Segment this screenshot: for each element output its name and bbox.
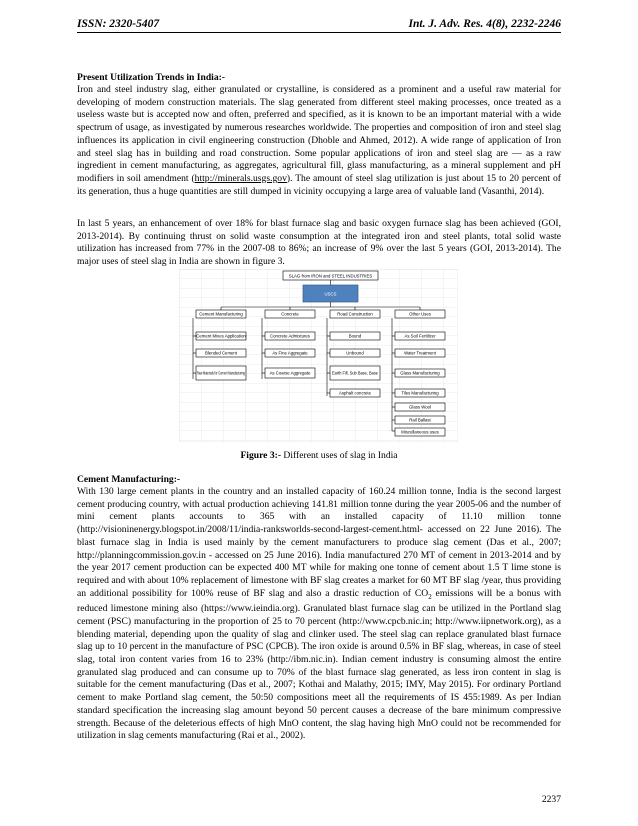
raw-materials-for-cement: Raw Materials for Cement Manufacturing <box>197 370 246 376</box>
asphalt-concrete: Asphalt concrete <box>338 390 372 396</box>
caption-label: Figure 3:- <box>240 450 282 461</box>
glass-manufacturing: Glass Manufacturing <box>400 370 440 376</box>
as-soil-fertilizer: As Soil Fertilizer <box>404 333 436 339</box>
figure-3-diagram <box>179 269 458 442</box>
tiles-manufacturing: Tiles Manufacturing <box>401 390 439 396</box>
diagram-title: SLAG from IRON and STEEL INDUSTRIES <box>288 273 373 279</box>
water-treatment: Water Treatment <box>404 350 436 356</box>
category-cement-manufacturing: Cement Manufacturing <box>199 311 243 317</box>
journal-citation: Int. J. Adv. Res. 4(8), 2232-2246 <box>408 18 561 30</box>
concrete-admixtures: Concrete Admixtures <box>270 333 310 339</box>
glass-wool: Glass Wool <box>409 404 431 410</box>
category-road-construction: Road Construction <box>337 311 373 317</box>
root-node-label: USCS <box>324 291 337 297</box>
rail-ballast: Rail Ballast <box>409 417 431 423</box>
as-coarse-aggregate: As Coarse Aggregate <box>269 370 311 376</box>
category-concrete: Concrete <box>281 311 299 317</box>
road-bound: Bound <box>348 333 362 339</box>
earth-fill-sub-base: Earth Fill, Sub Base, Base <box>332 370 379 376</box>
miscellaneous-uses: Miscellaneous uses <box>401 429 439 435</box>
category-other-uses: Other Uses <box>409 311 431 317</box>
section-heading-present-utilization: Present Utilization Trends in India:- <box>77 72 226 83</box>
section-heading-cement-manufacturing: Cement Manufacturing:- <box>77 474 181 485</box>
as-fine-aggregate: As Fine Aggregate <box>272 350 308 356</box>
figure-caption <box>77 450 561 461</box>
paragraph-3: With 130 large cement plants in the country and an installed capacity of 160.24 million tonne, India is the second largest cement producing country, with actual production achieving 141.81 million tonne during the year 2005-06 and the number of mini cement plants accounts to 365 with an installed capacity of 11.10 million tonne (http://visioninenergy.blogspot.in/2008/11/india-ranksworlds-second-largest-cement.html- accessed on 22 June 2016). The blast furnace slag in India is used mainly by the cement manufacturers to produce slag cement (Das et al., 2007; http://planningcommission.gov.in - accessed on 25 June 2016). India manufactured 270 MT of cement in 2013-2014 and by the year 2017 cement production can be expected 400 MT while for making one tonne of cement about 1.5 T lime stone is required and with about 10% replacement of limestone with BF slag creates a market for 60 MT BF slag /year, thus providing an additional possibility for 100% reuse of BF slag and also a drastic reduction of $CO_2$ emissions will be a bonus with reduced limestone mining also (https://www.ieindia.org). Granulated blast furnace slag can be utilized in the Portland slag cement (PSC) manufacturing in the proportion of 25 to 70 percent (http://www.cpcb.nic.in; http://www.iipnetwork.org), as a blending material, depending upon the quality of slag and clinker used. The steel slag can replace granulated blast furnace slag up to 10 percent in the manufacture of PSC (CPCB). The iron oxide is around 0.5% in BF slag, whereas, in case of steel slag, total iron content varies from 16 to 23% (http://ibm.nic.in). Indian cement industry is consuming almost the entire granulated slag produced and can consume up to 70% of the blast furnace slag generated, as less iron content in slag is suitable for the cement manufacturing (Das et al., 2007; Kothai and Malathy, 2015; IMY, May 2015). For ordinary Portland cement to make Portland slag cement, the 50:50 compositions meet all the requirements of IS 455:1989. As per Indian standard specification the increasing slag amount beyond 50 percent causes a decrease of the bare minimum compressive strength. Because of the deleterious effects of high MnO content, the slag having high MnO could not be recommended for utilization in slag cements manufacturing (Rai et al., 2002). <box>77 486 561 742</box>
usgs-link[interactable]: http://minerals.usgs.gov <box>194 172 287 184</box>
paragraph-1: Iron and steel industry slag, either granulated or crystalline, is considered as a prominent and a useful raw material for developing of modern construction materials. The slag generated from different steel making processes, once treated as a useless waste but is accepted now and often, preferred and specified, as it is known to be an important material with a wide spectrum of usage, as investigated by numerous researches worldwide. The properties and composition of iron and steel slag influences its application in civil engineering construction (Dhoble and Ahmed, 2012). A wide range of application of Iron and steel slag has in building and road construction. Some popular applications of iron and steel slag are — as a raw ingredient in cement manufacturing, as aggregates, agricultural fill, glass manufacturing, as a mineral supplement and pH modifiers in soil amendment (http://minerals.usgs.gov). The amount of steel slag utilization is just about 15 to 20 percent of its generation, thus a huge quantities are still dumped in vicinity occupying a large area of valuable land (Vasanthi, 2014). <box>77 84 561 197</box>
page-number: 2237 <box>541 794 561 805</box>
caption-text: Different uses of slag in India <box>281 450 398 461</box>
road-unbound: Unbound <box>346 350 364 356</box>
running-header <box>77 18 561 33</box>
paragraph-2: In last 5 years, an enhancement of over 18% for blast furnace slag and basic oxygen furnace slag has been achieved (GOI, 2013-2014). By continuing thrust on solid waste consumption at the integrated iron and steel plants, total solid waste utilization has increased from 77% in the 2007-08 to 86%; an increase of 9% over the last 5 years (GOI, 2013-2014). The major uses of steel slag in India are shown in figure 3. <box>77 218 561 268</box>
blended-cement: Blended Cement <box>204 350 238 356</box>
cement-mixes-application: Cement Mixes Application <box>196 333 246 339</box>
issn-label: ISSN: 2320-5407 <box>77 18 160 30</box>
